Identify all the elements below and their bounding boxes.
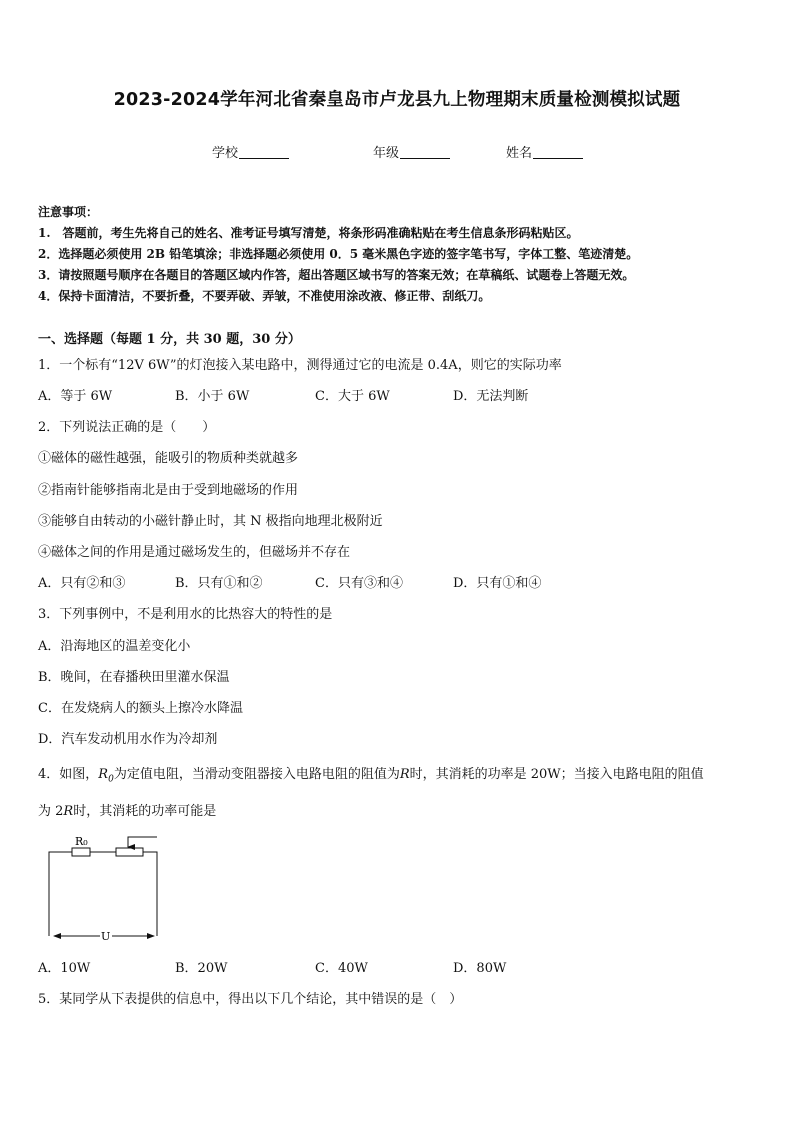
q1-stem: 1．一个标有“12V 6W”的灯泡接入某电路中，测得通过它的电流是 0.4A，则它的实际功率 [38,358,562,373]
school-field [212,142,289,161]
rheostat [116,848,143,856]
q4-r-symbol: R [399,767,410,782]
q4-text-part1: 为定值电阻，当滑动变阻器接入电路电阻的阻值为 [113,767,400,782]
q3-option-a: A．沿海地区的温差变化小 [38,639,191,654]
exam-title: 2023-2024学年河北省秦皇岛市卢龙县九上物理期末质量检测模拟试题 [113,90,681,110]
q3-option-d: D．汽车发动机用水作为冷却剂 [38,732,218,747]
q2-stem: 2．下列说法正确的是（ ） [38,420,216,435]
rheostat-slider [128,837,157,847]
grade-label: 年级 [373,146,400,161]
name-label: 姓名 [506,146,533,161]
q1-option-d: D．无法判断 [453,389,529,404]
q4-circuit-diagram [40,832,170,948]
q4-option-c: C．40W [315,961,368,976]
notice-item: 1. 答题前，考生先将自己的姓名、准考证号填写清楚，将条形码准确粘贴在考生信息条形码粘贴区。 [38,226,579,240]
q4-option-a: A．10W [38,961,91,976]
school-label: 学校 [212,146,239,161]
q2-statement-3: ③能够自由转动的小磁针静止时，其 N 极指向地理北极附近 [38,514,383,529]
q4-stem-line2 [38,800,216,819]
q5-stem: 5．某同学从下表提供的信息中，得出以下几个结论，其中错误的是（ ） [38,992,463,1007]
r0-label: R₀ [75,835,88,848]
q2-option-a: A．只有②和③ [38,576,126,591]
q4-r0-subscript: 0 [108,774,114,785]
q4-line2-post: 时，其消耗的功率可能是 [73,804,217,819]
q2-option-c: C．只有③和④ [315,576,403,591]
notice-heading: 注意事项： [38,205,99,219]
q3-option-c: C．在发烧病人的额头上擦冷水降温 [38,701,243,716]
q4-text-part2: 时，其消耗的功率是 20W；当接入电路电阻的阻值 [409,767,704,782]
q4-r0-symbol [98,767,114,785]
grade-field [373,142,450,161]
notice-item: 2．选择题必须使用 2B 铅笔填涂；非选择题必须使用 0．5 毫米黑色字迹的签字笔书写，字体工整、笔迹清楚。 [38,247,639,261]
q3-option-b: B．晚间，在春播秧田里灌水保温 [38,670,230,685]
notice-item: 4．保持卡面清洁，不要折叠，不要弄破、弄皱，不准使用涂改液、修正带、刮纸刀。 [38,289,491,303]
q1-option-c: C．大于 6W [315,389,390,404]
section-title: 一、选择题（每题 1 分，共 30 题，30 分） [38,332,301,347]
q2-statement-2: ②指南针能够指南北是由于受到地磁场的作用 [38,483,299,498]
q2-option-b: B．只有①和② [175,576,263,591]
grade-blank [400,146,450,159]
name-field [506,142,583,161]
q4-option-b: B．20W [175,961,228,976]
resistor-r0 [72,848,90,856]
q2-statement-4: ④磁体之间的作用是通过磁场发生的，但磁场并不存在 [38,545,351,560]
q4-2r-symbol: R [63,804,74,819]
q4-r0-letter: R [98,767,109,782]
q2-statement-1: ①磁体的磁性越强，能吸引的物质种类就越多 [38,451,299,466]
wire-right [143,852,157,936]
school-blank [239,146,289,159]
q1-option-b: B．小于 6W [175,389,250,404]
q1-option-a: A．等于 6W [38,389,113,404]
name-blank [533,146,583,159]
voltage-label: U [101,930,111,943]
q2-option-d: D．只有①和④ [453,576,542,591]
q4-stem-line1 [38,763,704,785]
notice-item: 3．请按照题号顺序在各题目的答题区域内作答，超出答题区域书写的答案无效；在草稿纸、试题卷上答题无效。 [38,268,635,282]
q4-line2-pre: 为 2 [38,804,64,819]
wire-left [49,852,72,936]
q3-stem: 3．下列事例中，不是利用水的比热容大的特性的是 [38,607,333,622]
q4-number: 4．如图， [38,767,99,782]
q4-option-d: D．80W [453,961,507,976]
